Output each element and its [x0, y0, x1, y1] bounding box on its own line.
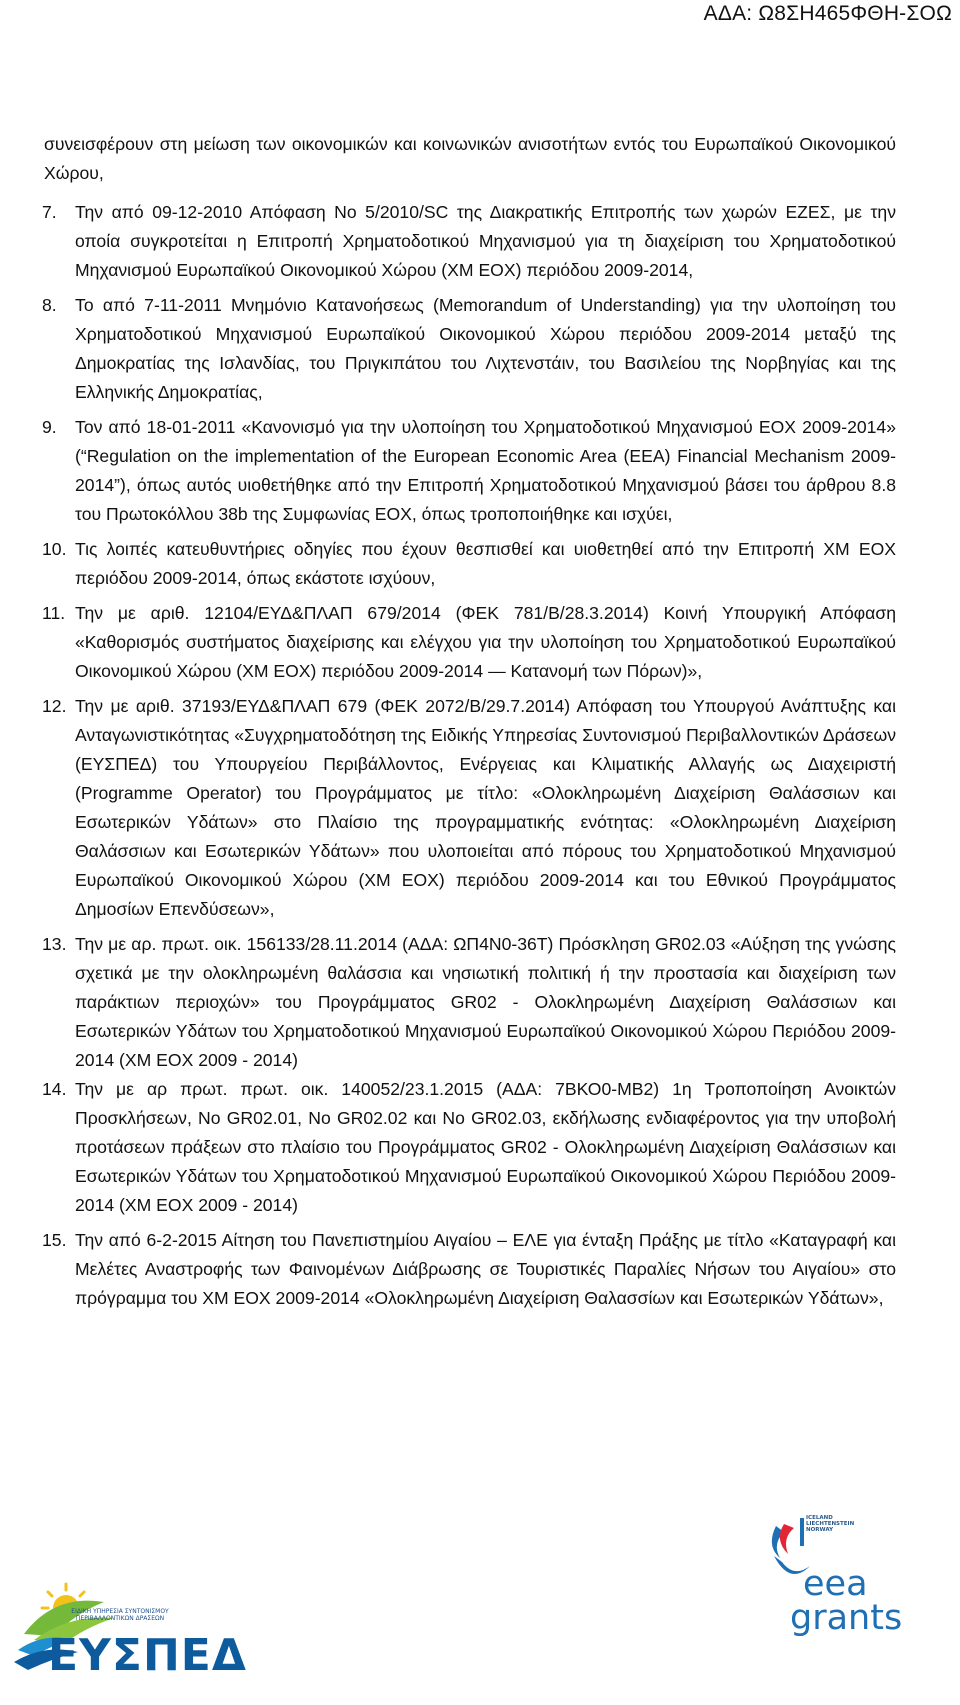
item-text: Την από 6-2-2015 Αίτηση του Πανεπιστημίου Αιγαίου – ΕΛΕ για ένταξη Πράξης με τίτλο «Καταγραφή και Μελέτες Αναστροφής των Φαινομένων Διάβρωσης σε Τουριστικές Παραλίες Νήσων του Αιγαίου» στο πρόγραμμα του ΧΜ ΕΟΧ 2009-2014 «Ολοκληρωμένη Διαχείριση Θαλασσίων και Εσωτερικών Υδάτων», — [75, 1230, 896, 1308]
item-text: Την με αρ. πρωτ. οικ. 156133/28.11.2014 (ΑΔΑ: ΩΠ4Ν0-36Τ) Πρόσκληση GR02.03 «Αύξηση της γνώσης σχετικά με την ολοκληρωμένη θαλάσσια και νησιωτική πολιτική ή την προστασία και διαχείριση των παράκτιων περιοχών» του Προγράμματος GR02 - Ολοκληρωμένη Διαχείριση Θαλάσσιων και Εσωτερικών Υδάτων του Χρηματοδοτικού Μηχανισμού Ευρωπαϊκού Οικονομικού Χώρου Περιόδου 2009-2014 (ΧΜ ΕΟΧ 2009 - 2014) — [75, 934, 896, 1070]
country-norway: NORWAY — [806, 1527, 834, 1533]
list-item — [44, 291, 896, 407]
item-text: Τον από 18-01-2011 «Κανονισμό για την υλοποίηση του Χρηματοδοτικού Μηχανισμού ΕΟΧ 2009-2014» (“Regulation on the implementation of the European Economic Area (EEA) Financial Mechanism 2009-2014”), όπως αυτός υιοθετήθηκε από την Επιτροπή Χρηματοδοτικού Μηχανισμού βάσει του άρθρου 8.8 του Πρωτοκόλλου 38b της Συμφωνίας ΕΟΧ, όπως τροποποιήθηκε και ισχύει, — [75, 417, 896, 524]
list-item — [44, 1226, 896, 1313]
item-number: 11. — [42, 603, 66, 623]
item-number: 7. — [42, 202, 57, 222]
eea-countries — [806, 1515, 854, 1533]
item-number: 8. — [42, 295, 57, 315]
item-text: Το από 7-11-2011 Μνημόνιο Κατανοήσεως (Memorandum of Understanding) για την υλοποίηση του Χρηματοδοτικού Μηχανισμού Ευρωπαϊκού Οικονομικού Χώρου περιόδου 2009-2014 μεταξύ της Δημοκρατίας της Ισλανδίας, του Πριγκιπάτου του Λιχτενστάιν, του Βασιλείου της Νορβηγίας και της Ελληνικής Δημοκρατίας, — [75, 295, 896, 402]
grants-word: grants — [790, 1598, 903, 1638]
item-number: 15. — [42, 1230, 67, 1250]
intro-paragraph: συνεισφέρουν στη μείωση των οικονομικών και κοινωνικών ανισοτήτων εντός του Ευρωπαϊκού Οικονομικού Χώρου, — [44, 134, 896, 183]
list-item — [44, 198, 896, 285]
list-item — [44, 599, 896, 686]
item-number: 14. — [42, 1079, 67, 1099]
item-text: Τις λοιπές κατευθυντήριες οδηγίες που έχουν θεσπισθεί και υιοθετηθεί από την Επιτροπή ΧΜ ΕΟΧ περιόδου 2009-2014, όπως εκάστοτε ισχύουν, — [75, 539, 896, 588]
country-iceland: ICELAND — [806, 1515, 833, 1521]
item-number: 12. — [42, 696, 67, 716]
item-text: Την με αριθ. 37193/ΕΥΔ&ΠΛΑΠ 679 (ΦΕΚ 2072/Β/29.7.2014) Απόφαση του Υπουργού Ανάπτυξης και Ανταγωνιστικότητας «Συγχρηματοδότηση της Ειδικής Υπηρεσίας Συντονισμού Περιβαλλοντικών Δράσεων (ΕΥΣΠΕΔ) του Υπουργείου Περιβάλλοντος, Ενέργειας και Κλιματικής Αλλαγής ως Διαχειριστή (Programme Operator) του Προγράμματος με τίτλο: «Ολοκληρωμένη Διαχείριση Θαλάσσιων και Εσωτερικών Υδάτων» στο Πλαίσιο της προγραμματικής ενότητας: «Ολοκληρωμένη Διαχείριση Θαλάσσιων και Εσωτερικών Υδάτων» που υλοποιείται από πόρους του Χρηματοδοτικού Μηχανισμού Ευρωπαϊκού Οικονομικού Χώρου (ΧΜ ΕΟΧ) περιόδου 2009-2014 και του Εθνικού Προγράμματος Δημοσίων Επενδύσεων», — [75, 696, 896, 919]
list-item — [44, 1075, 896, 1220]
eyspd-name: ΕΥΣΠΕΔ — [48, 1630, 247, 1681]
item-text: Την με αριθ. 12104/ΕΥΔ&ΠΛΑΠ 679/2014 (ΦΕΚ 781/Β/28.3.2014) Κοινή Υπουργική Απόφαση «Καθορισμός συστήματος διαχείρισης και ελέγχου για την υλοποίηση του Χρηματοδοτικού Ευρωπαϊκού Οικονομικού Χώρου (ΧΜ ΕΟΧ) περιόδου 2009-2014 — Κατανομή των Πόρων)», — [75, 603, 896, 681]
item-text: Την από 09-12-2010 Απόφαση Νο 5/2010/SC της Διακρατικής Επιτροπής των χωρών ΕΖΕΣ, με την οποία συγκροτείται η Επιτροπή Χρηματοδοτικού Μηχανισμού για τη διαχείριση του Χρηματοδοτικού Μηχανισμού Ευρωπαϊκού Οικονομικού Χώρου (ΧΜ ΕΟΧ) περιόδου 2009-2014, — [75, 202, 896, 280]
document-body — [44, 130, 896, 1313]
country-liechtenstein: LIECHTENSTEIN — [806, 1521, 855, 1527]
list-item — [44, 413, 896, 529]
ada-code: ΑΔΑ: Ω8ΣΗ465ΦΘΗ-ΣΟΩ — [703, 2, 952, 25]
list-item — [44, 692, 896, 924]
eyspd-caption: ΕΙΔΙΚΗ ΥΠΗΡΕΣΙΑ ΣΥΝΤΟΝΙΣΜΟΥ ΠΕΡΙΒΑΛΛΟΝΤΙΚΩΝ ΔΡΑΣΕΩΝ — [71, 1608, 169, 1622]
list-item — [44, 535, 896, 593]
list-item — [44, 930, 896, 1075]
eea-word: eea — [803, 1564, 868, 1604]
item-text: Την με αρ πρωτ. πρωτ. οικ. 140052/23.1.2015 (ΑΔΑ: 7ΒΚΟ0-ΜΒ2) 1η Τροποποίηση Ανοικτών Προσκλήσεων, Νο GR02.01, Νο GR02.02 και Νο GR02.03, εκδήλωσης ενδιαφέροντος για την υποβολή προτάσεων πράξεων στο πλαίσιο του Προγράμματος GR02 - Ολοκληρωμένη Διαχείριση Θαλάσσιων και Εσωτερικών Υδάτων του Χρηματοδοτικού Μηχανισμού Ευρωπαϊκού Οικονομικού Χώρου Περιόδου 2009-2014 (ΧΜ ΕΟΧ 2009 - 2014) — [75, 1079, 896, 1215]
item-number: 10. — [42, 539, 67, 559]
item-number: 9. — [42, 417, 57, 437]
item-number: 13. — [42, 934, 67, 954]
